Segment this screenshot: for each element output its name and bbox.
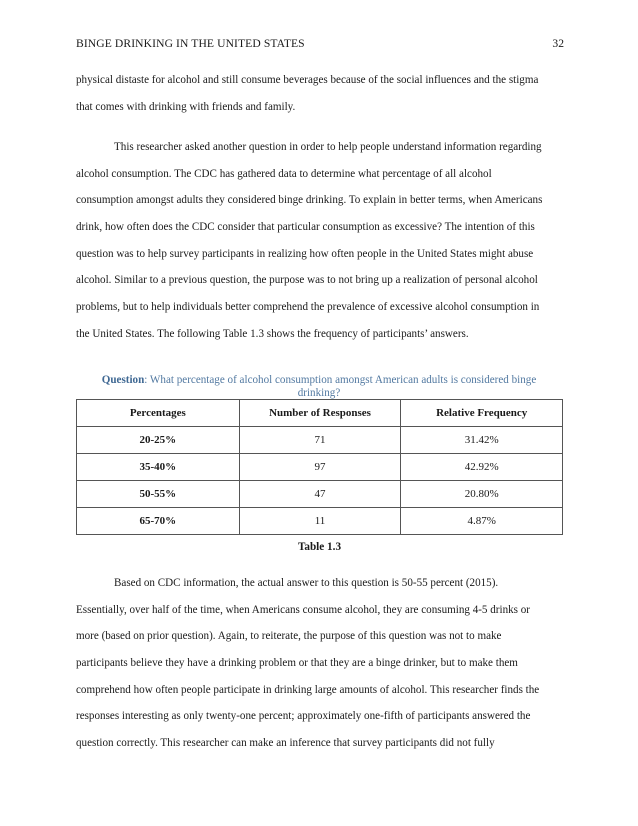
page-number: 32 <box>552 37 564 50</box>
cell-percentage: 50-55% <box>77 481 240 508</box>
paragraph-intro <box>76 72 576 125</box>
question-text: : What percentage of alcohol consumption amongst American adults is considered binge drinking? <box>144 374 537 399</box>
cell-relative-frequency: 42.92% <box>401 454 563 481</box>
text-line: alcohol consumption. The CDC has gathered data to determine what percentage of all alcohol <box>76 167 492 180</box>
text-line: Essentially, over half of the time, when Americans consume alcohol, they are consuming 4-5 drinks or <box>76 603 531 616</box>
cell-percentage: 20-25% <box>77 427 240 454</box>
table-row <box>77 481 563 508</box>
cell-percentage: 35-40% <box>77 454 240 481</box>
cell-responses: 47 <box>239 481 401 508</box>
page-header <box>76 36 564 52</box>
table-row <box>77 508 563 535</box>
table-row <box>77 454 563 481</box>
column-header-responses: Number of Responses <box>239 400 401 427</box>
paragraph-main <box>76 139 576 353</box>
text-line: comprehend how often people participate in drinking large amounts of alcohol. This researcher finds the <box>76 683 540 696</box>
text-line: participants believe they have a drinking problem or that they are a binge drinker, but to make them <box>76 657 518 670</box>
table-caption: Table 1.3 <box>297 541 342 553</box>
text-line: drink, how often does the CDC consider that particular consumption as excessive? The intention of this <box>76 221 535 234</box>
cell-relative-frequency: 4.87% <box>401 508 563 535</box>
cell-responses: 97 <box>239 454 401 481</box>
text-line: responses interesting as only twenty-one percent; approximately one-fifth of participants answered the <box>76 710 531 723</box>
text-line: more (based on prior question). Again, to reiterate, the purpose of this question was not to make <box>76 630 502 643</box>
text-line: alcohol. Similar to a previous question, the purpose was to not bring up a realization of personal alcohol <box>76 274 538 287</box>
cell-percentage: 65-70% <box>77 508 240 535</box>
text-line: Based on CDC information, the actual answer to this question is 50-55 percent (2015). <box>114 577 499 589</box>
cell-relative-frequency: 20.80% <box>401 481 563 508</box>
running-head: BINGE DRINKING IN THE UNITED STATES <box>76 37 305 50</box>
cell-relative-frequency: 31.42% <box>401 427 563 454</box>
column-header-percentages: Percentages <box>77 400 240 427</box>
frequency-table <box>76 399 563 535</box>
question-label: Question <box>101 374 145 386</box>
paragraph-after-table <box>76 575 576 762</box>
text-line: physical distaste for alcohol and still consume beverages because of the social influences and the stigma <box>76 74 539 86</box>
text-line: question correctly. This researcher can make an inference that survey participants did not fully <box>76 737 495 750</box>
table-header-row <box>77 400 563 427</box>
text-line: consumption amongst adults they considered binge drinking. To explain in better terms, when Americans <box>76 194 543 207</box>
text-line: question was to help survey participants in realizing how often people in the United States might abuse <box>76 247 534 260</box>
text-line: problems, but to help individuals better comprehend the prevalence of excessive alcohol consumption in <box>76 301 540 314</box>
text-line: the United States. The following Table 1.3 shows the frequency of participants’ answers. <box>76 327 469 340</box>
text-line: that comes with drinking with friends and family. <box>76 100 296 113</box>
cell-responses: 11 <box>239 508 401 535</box>
table-row <box>77 427 563 454</box>
survey-question <box>86 374 552 400</box>
text-line: This researcher asked another question in order to help people understand information regarding <box>114 141 542 153</box>
cell-responses: 71 <box>239 427 401 454</box>
column-header-relative-frequency: Relative Frequency <box>401 400 563 427</box>
